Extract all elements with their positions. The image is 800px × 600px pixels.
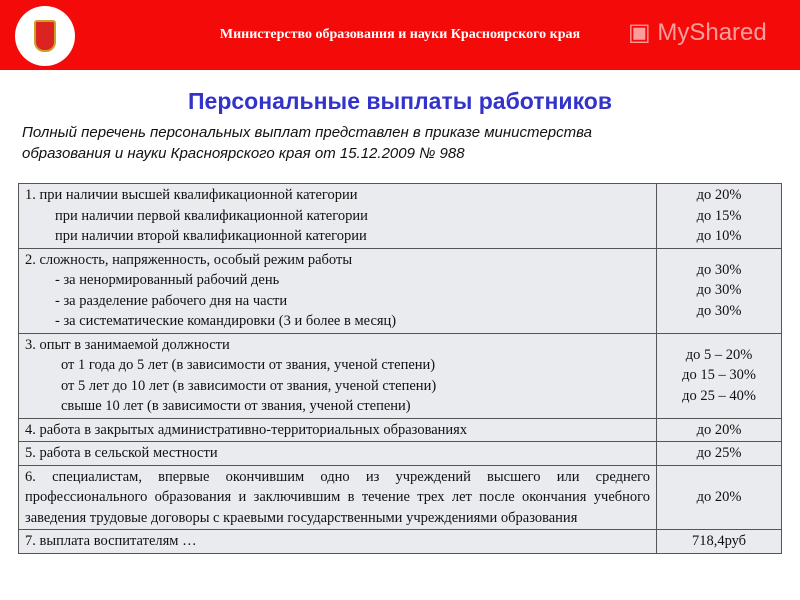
subtitle — [22, 122, 782, 164]
table-row — [19, 333, 782, 418]
row-description: 4. работа в закрытых административно-территориальных образованиях — [19, 418, 657, 442]
row-value: до 5 – 20% до 15 – 30% до 25 – 40% — [657, 333, 782, 418]
watermark-text: MyShared — [657, 19, 767, 46]
row-description: 3. опыт в занимаемой должности от 1 года до 5 лет (в зависимости от звания, ученой степени) от 5 лет до 10 лет (в зависимости от звания, ученой степени) свыше 10 лет (в зависимости от звания, ученой степени) — [19, 333, 657, 418]
row-description: 1. при наличии высшей квалификационной категории при наличии первой квалификационной категории при наличии второй квалификационной категории — [19, 184, 657, 249]
row-description: 7. выплата воспитателям … — [19, 530, 657, 554]
payments-table — [18, 183, 782, 554]
row-value: до 20% до 15% до 10% — [657, 184, 782, 249]
row-description: 5. работа в сельской местности — [19, 442, 657, 466]
table-row — [19, 418, 782, 442]
row-value: до 25% — [657, 442, 782, 466]
row-value: до 20% — [657, 465, 782, 530]
row-value: до 30% до 30% до 30% — [657, 248, 782, 333]
presentation-icon: ▣ — [628, 19, 658, 46]
watermark — [628, 18, 767, 47]
table-row — [19, 184, 782, 249]
subtitle-line: Полный перечень персональных выплат представлен в приказе министерства — [22, 124, 592, 141]
row-description: 6. специалистам, впервые окончившим одно из учреждений высшего или среднего профессионального образования и заключившим в течение трех лет после окончания учебного заведения трудовые договоры с краевыми государственными учреждениями образования — [19, 465, 657, 530]
page-title: Персональные выплаты работников — [188, 88, 612, 114]
organization-name: Министерство образования и науки Красноярского края — [219, 27, 581, 42]
table-row — [19, 442, 782, 466]
subtitle-line: образования и науки Красноярского края от 15.12.2009 № 988 — [22, 145, 465, 162]
row-value: 718,4руб — [657, 530, 782, 554]
table-row — [19, 530, 782, 554]
header-bar — [0, 0, 800, 70]
table-row — [19, 248, 782, 333]
table-row — [19, 465, 782, 530]
row-value: до 20% — [657, 418, 782, 442]
row-description: 2. сложность, напряженность, особый режим работы - за ненормированный рабочий день - за разделение рабочего дня на части - за систематические командировки (3 и более в месяц) — [19, 248, 657, 333]
